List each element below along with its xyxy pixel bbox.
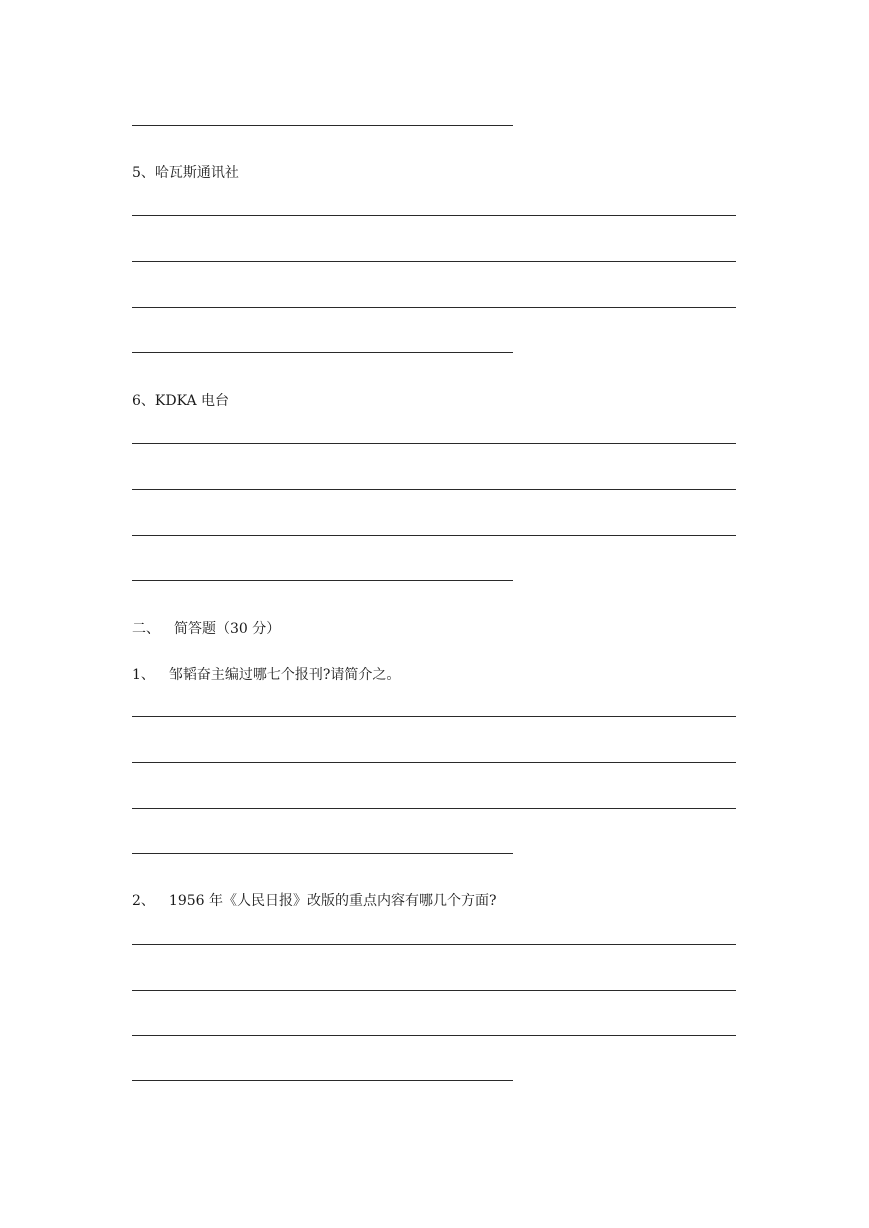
answer-line	[132, 580, 513, 581]
answer-line	[132, 489, 736, 490]
item-number: 6、	[132, 393, 155, 409]
question-2	[132, 892, 497, 910]
question-1	[132, 666, 400, 684]
term-item-6	[132, 392, 229, 410]
question-number: 1、	[132, 667, 155, 683]
answer-line	[132, 352, 513, 353]
answer-line	[132, 443, 736, 444]
section-title: 简答题（30 分）	[174, 621, 281, 637]
answer-line	[132, 535, 736, 536]
answer-line	[132, 1080, 513, 1081]
item-title: 哈瓦斯通讯社	[154, 165, 239, 181]
answer-line	[132, 307, 736, 308]
answer-line	[132, 762, 736, 763]
question-number: 2、	[132, 893, 155, 909]
question-text: 1956 年《人民日报》改版的重点内容有哪几个方面?	[168, 893, 497, 909]
section-heading	[132, 620, 280, 638]
answer-line	[132, 853, 513, 854]
answer-line	[132, 990, 736, 991]
answer-line	[132, 261, 736, 262]
answer-line	[132, 1035, 736, 1036]
question-text: 邹韬奋主编过哪七个报刊?请简介之。	[168, 667, 401, 683]
answer-line	[132, 716, 736, 717]
item-number: 5、	[132, 165, 155, 181]
section-number: 二、	[132, 621, 160, 637]
answer-line	[132, 944, 736, 945]
term-item-5	[132, 164, 239, 182]
answer-line	[132, 215, 736, 216]
answer-line	[132, 125, 513, 126]
item-title: KDKA 电台	[154, 393, 230, 409]
answer-line	[132, 808, 736, 809]
